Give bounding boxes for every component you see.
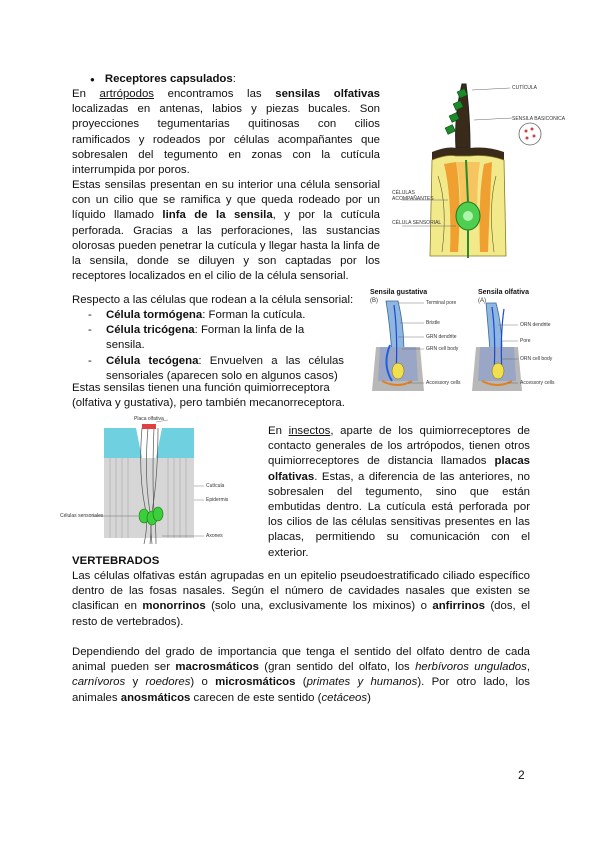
list-item: - Célula tecógena: Envuelven a las células sensoriales (aparecen solo en algunos casos) [88,354,345,382]
paragraph-vertebrados-2: Dependiendo del grado de importancia que tenga el sentido del olfato dentro de cada animal pueden ser macrosmáticos (gran sentido del olfato, los herbívoros ungulados, carnívoros y roedores) o microsmáticos (primates y humanos). Por otro lado, los animales anosmáticos carecen de este sentido (cetáceos) [72,646,531,704]
heading-text: Receptores capsulados [104,73,233,85]
label-axones: Axones [206,533,223,539]
title-sensila-olfativa: Sensila olfativa [478,289,529,296]
label-celulas-sensoriales: Células sensoriales [60,513,104,519]
paragraph-vertebrados-1: Las células olfativas están agrupadas en un epitelio pseudoestratificado ciliado específico dentro de las fosas nasales. Según el número de cavidades nasales que existen se clasifican en monorrinos (solo una, exclusivamente los mixinos) o anfirrinos (dos, el resto de vertebrados). [72,570,530,628]
paragraph-sensilas-interior: Estas sensilas presentan en su interior una célula sensorial con un cilio que se ramifica y que queda rodeado por un líquido llamado linfa de la sensila, y por la cutícula perforada. Gracias a las perforaciones, las sustancias olorosas pueden penetrar la cutícula y llegar hasta la linfa de la sensila, donde se diluyen y son captadas por los receptores localizados en el cilio de la célula sensorial. [72,179,380,283]
paragraph-sensilas-intro: En artrópodos encontramos las sensilas olfativas localizadas en antenas, labios y piezas bucales. Son proyecciones tegumentarias quitinosas con cilios ramificados y rodeados por células acompañantes que sobresalen del tegumento en zonas con la cutícula interrumpida por poros. [72,88,381,177]
label-cuticula: CUTÍCULA [512,85,538,91]
figure-sensila-basiconica [392,76,566,266]
label-accessory-cells-left: Accessory cells [426,380,461,386]
label-grn-dendrite: GRN dendrite [426,334,457,340]
bullet: ● [90,75,95,84]
link-artropodos[interactable]: artrópodos [99,88,155,100]
list-item: - Célula tormógena: Forman la cutícula. [88,309,306,321]
label-celula-sensorial: CÉLULA SENSORIAL [392,220,442,226]
label-sensila-basiconica: SENSILA BASICONICA [512,116,566,122]
cell-list [88,308,344,384]
link-insectos[interactable]: insectos [288,425,331,437]
title-sensila-gustativa: Sensila gustativa [370,289,428,296]
label-cuticula-placa: Cutícula [206,483,225,489]
comparison-diagram [368,285,568,395]
label-grn-cell-body: GRN cell body [426,346,459,352]
figure-placa-olfativa [60,416,262,546]
figure-sensila-comparison [368,285,568,395]
list-item: - Célula tricógena: Forman la linfa de la sensila. [88,324,305,352]
label-placa-olfativa: Placa olfativa [134,416,164,422]
sensila-diagram [392,76,562,266]
page-number: 2 [518,768,525,782]
paragraph-celulas-intro: Respecto a las células que rodean a la célula sensorial: [72,294,354,306]
tag-a: (A) [478,298,486,304]
label-bristle: Bristle [426,320,440,326]
placa-diagram [72,416,262,546]
label-orn-dendrite: ORN dendrite [520,322,551,328]
section-heading-receptores: ● Receptores capsulados: [90,73,236,85]
label-accessory-cells-right: Accessory cells [520,380,555,386]
label-celulas-acompanantes: CÉLULAS ACOMPAÑANTES [392,190,434,202]
label-orn-cell-body: ORN cell body [520,356,553,362]
label-pore: Pore [520,338,531,344]
paragraph-placas-olfativas: En insectos, aparte de los quimiorreceptores de contacto generales de los artrópodos, tienen otros quimiorreceptores de distancia llamados placas olfativas. Estas, a diferencia de las anteriores, no sobresalen del tegumento, sino que están embutidas dentro. La cutícula está perforada por los cilios de las células sensitivas presentes en las placas, permitiendo su comunicación con el exterior. [268,425,530,559]
label-epidermis: Epidermis [206,497,229,503]
section-heading-vertebrados: VERTEBRADOS [72,555,160,567]
label-terminal-pore: Terminal pore [426,300,457,306]
tag-b: (B) [370,298,378,304]
paragraph-funcion: Estas sensilas tienen una función quimiorreceptora (olfativa y gustativa), pero también mecanorreceptora. [72,382,345,410]
